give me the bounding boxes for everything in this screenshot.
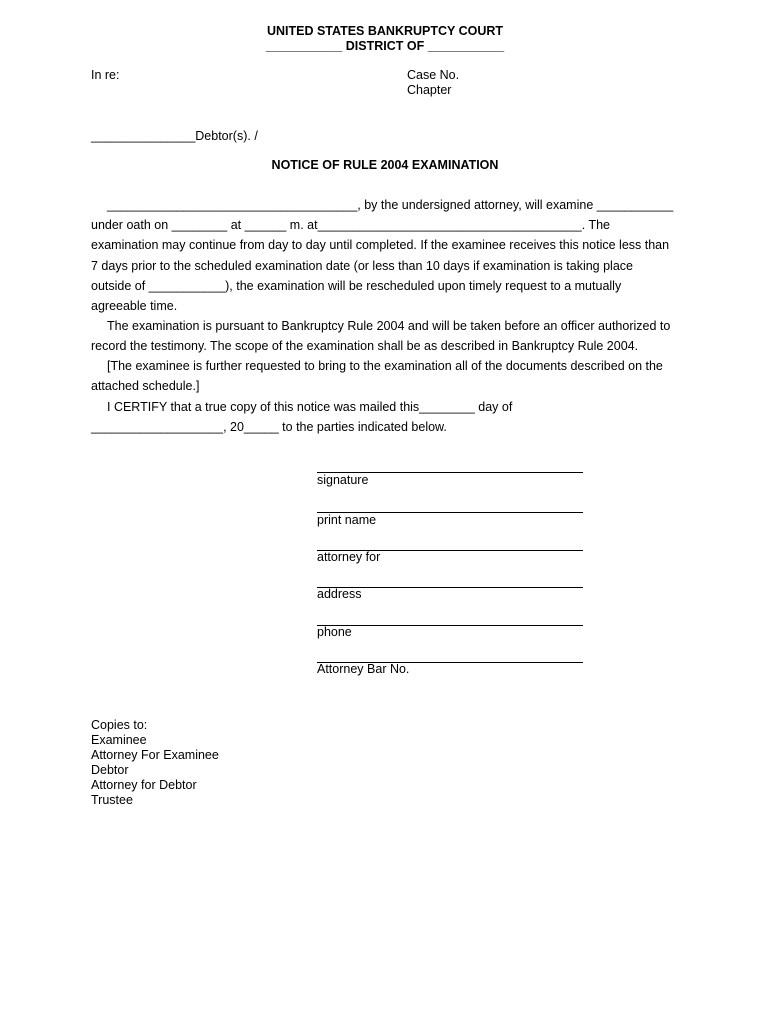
chapter-label: Chapter: [407, 83, 452, 97]
district-line: ___________ DISTRICT OF ___________: [265, 39, 505, 53]
bar-no-label: Attorney Bar No.: [317, 662, 410, 676]
copies-item: Attorney For Examinee: [91, 748, 219, 762]
copies-item: Examinee: [91, 733, 147, 747]
case-no-label: Case No.: [407, 68, 460, 82]
phone-rule: [317, 625, 583, 626]
body-line: under oath on ________ at ______ m. at______________________________________. The: [91, 218, 611, 232]
body-line: [The examinee is further requested to bring to the examination all of the documents described on the: [107, 359, 663, 373]
copies-item: Trustee: [91, 793, 133, 807]
body-line: agreeable time.: [91, 299, 178, 313]
signature-label: signature: [317, 473, 369, 487]
notice-title: NOTICE OF RULE 2004 EXAMINATION: [271, 158, 499, 172]
body-line: I CERTIFY that a true copy of this notice was mailed this________ day of: [107, 400, 513, 414]
body-line: attached schedule.]: [91, 379, 200, 393]
body-line: examination may continue from day to day until completed. If the examinee receives this notice less than: [91, 238, 670, 252]
copies-heading: Copies to:: [91, 718, 148, 732]
print-name-label: print name: [317, 513, 377, 527]
court-name: UNITED STATES BANKRUPTCY COURT: [266, 24, 504, 38]
body-line: 7 days prior to the scheduled examination date (or less than 10 days if examination is taking place: [91, 259, 633, 273]
copies-item: Attorney for Debtor: [91, 778, 197, 792]
body-line: ___________________, 20_____ to the parties indicated below.: [91, 420, 447, 434]
body-line: ____________________________________, by the undersigned attorney, will examine ___________: [107, 198, 674, 212]
debtor-line: _______________Debtor(s). /: [91, 129, 258, 143]
body-line: The examination is pursuant to Bankruptcy Rule 2004 and will be taken before an officer authorized to: [107, 319, 671, 333]
attorney-for-label: attorney for: [317, 550, 381, 564]
copies-item: Debtor: [91, 763, 129, 777]
phone-label: phone: [317, 625, 352, 639]
copies-block: [91, 718, 219, 808]
body-line: outside of ___________), the examination will be rescheduled upon timely request to a mutually: [91, 279, 622, 293]
in-re-label: In re:: [91, 68, 120, 82]
address-label: address: [317, 587, 362, 601]
body-line: record the testimony. The scope of the examination shall be as described in Bankruptcy Rule 2004.: [91, 339, 639, 353]
